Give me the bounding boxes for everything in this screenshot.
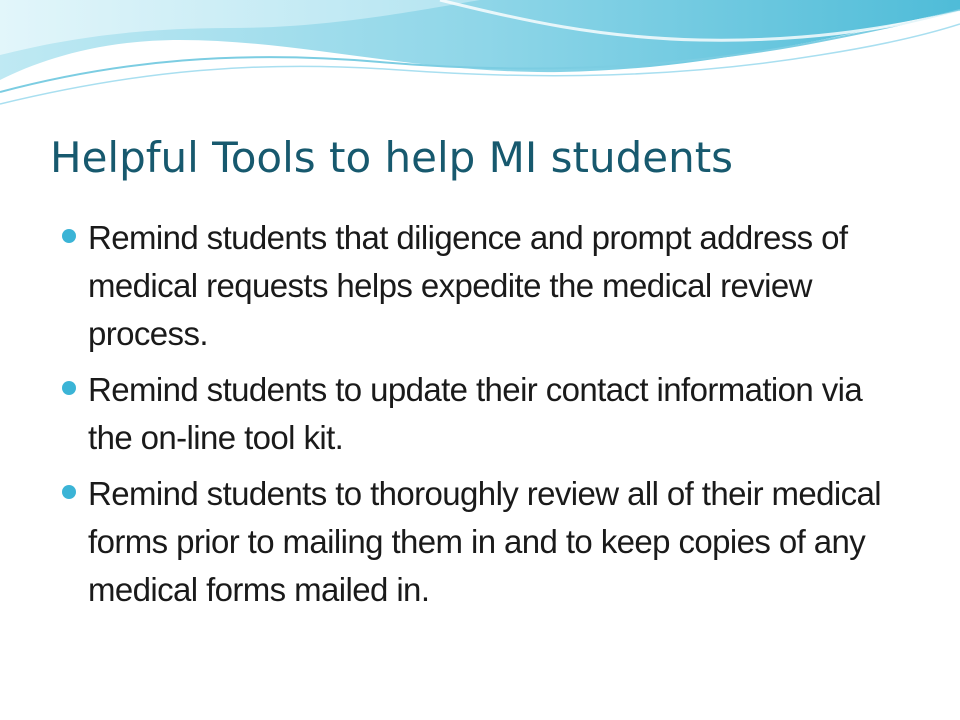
bullet-dot-icon [62,229,76,243]
bullet-text: Remind students to thoroughly review all of their medical forms prior to mailing them in and to keep copies of any medical forms mailed in. [88,475,882,608]
bullet-dot-icon [62,381,76,395]
slide-title: Helpful Tools to help MI students [50,133,734,182]
bullet-item [60,366,910,462]
bullet-list [60,214,910,622]
bullet-text: Remind students to update their contact information via the on-line tool kit. [88,371,863,456]
header-wave-decoration [0,0,960,120]
bullet-dot-icon [62,485,76,499]
bullet-item [60,470,910,614]
bullet-item [60,214,910,358]
bullet-text: Remind students that diligence and prompt address of medical requests helps expedite the medical review process. [88,219,848,352]
